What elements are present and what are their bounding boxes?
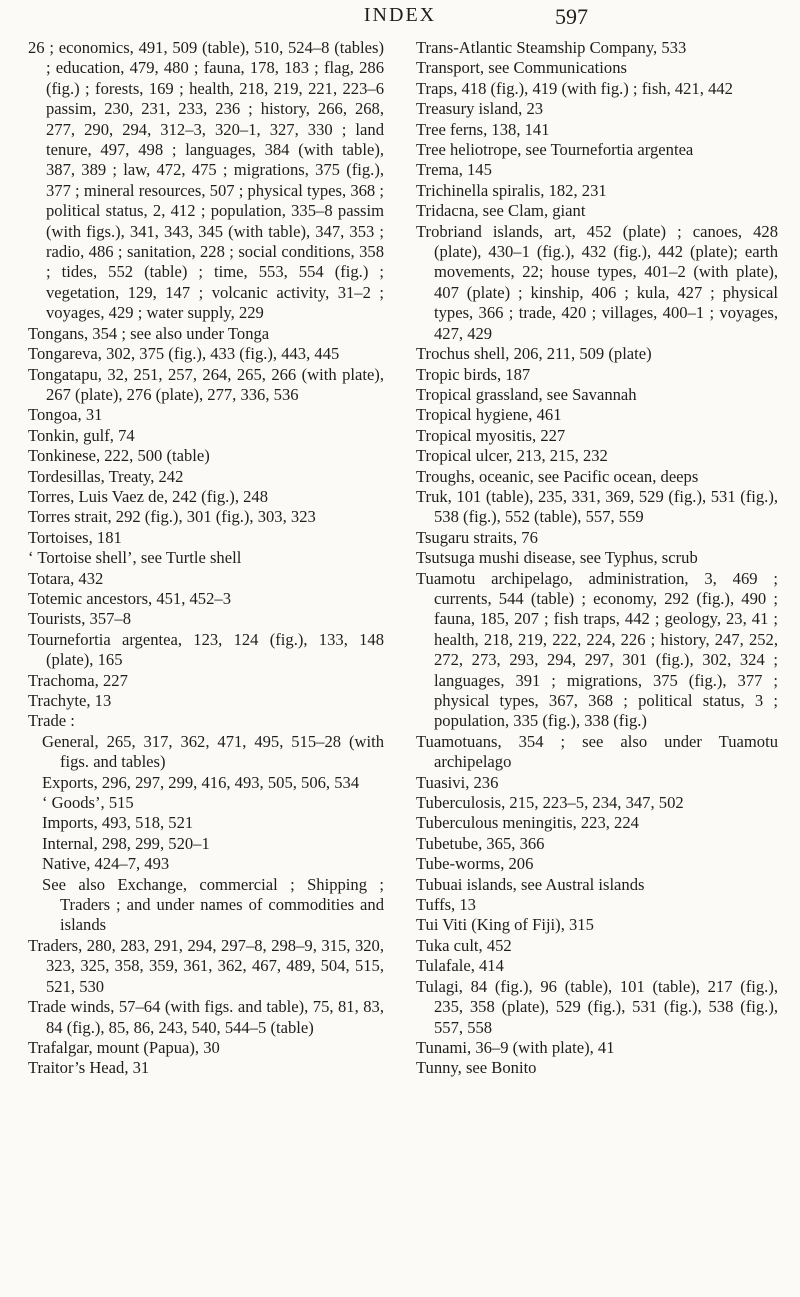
index-entry: Trachoma, 227 — [28, 670, 128, 690]
index-entry: Tuamotu archipelago, administration, 3, 469 ; currents, 544 (table) ; economy, 292 (fig.), 490 ; fauna, 185, 207 ; fish traps, 442 ; geology, 23, 41 ; health, 218, 219, 222, 224, 226 ; history, 247, 252, 272, 273, 293, 294, 297, 301 (fig.), 302, 324 ; languages, 391 ; migrations, 375 (fig.), 377 ; physical types, 367, 368 ; political status, 3 ; population, 335 (fig.), 338 (fig.) — [416, 568, 778, 731]
index-entry: Traitor’s Head, 31 — [28, 1058, 150, 1078]
index-entry: Tuamotuans, 354 ; see also under Tuamotu archipelago — [416, 731, 778, 772]
index-entry: Tongans, 354 ; see also under Tonga — [28, 323, 270, 343]
index-entry: Trema, 145 — [416, 160, 492, 180]
index-entry: Tordesillas, Treaty, 242 — [28, 466, 184, 486]
running-head: INDEX — [363, 4, 437, 26]
index-entry: Tulafale, 414 — [416, 956, 504, 976]
index-entry: Tridacna, see Clam, giant — [416, 201, 586, 221]
index-entry: Tropical hygiene, 461 — [416, 405, 562, 425]
index-subentry: Imports, 493, 518, 521 — [42, 813, 194, 833]
index-entry: Tuka cult, 452 — [416, 935, 512, 955]
index-entry: Tongoa, 31 — [28, 405, 103, 425]
index-entry: Totara, 432 — [28, 568, 104, 588]
index-entry: Tonkinese, 222, 500 (table) — [28, 446, 210, 466]
index-entry: Tongatapu, 32, 251, 257, 264, 265, 266 (with plate), 267 (plate), 276 (plate), 277, 336, 536 — [28, 364, 384, 404]
index-subentry: General, 265, 317, 362, 471, 495, 515–28 (with figs. and tables) — [42, 731, 384, 772]
index-entry: Traps, 418 (fig.), 419 (with fig.) ; fish, 421, 442 — [416, 78, 733, 98]
index-entry: Tortoises, 181 — [28, 527, 122, 547]
index-entry: 26 ; economics, 491, 509 (table), 510, 524–8 (tables) ; education, 479, 480 ; fauna, 178, 183 ; flag, 286 (fig.) ; forests, 169 ; health, 218, 219, 221, 223–6 passim, 230, 231, 233, 236 ; history, 266, 268, 277, 290, 294, 312–3, 320–1, 327, 330 ; land tenure, 497, 498 ; languages, 384 (with table), 387, 389 ; law, 472, 475 ; migrations, 375 (fig.), 377 ; mineral resources, 507 ; physical types, 368 ; political status, 2, 412 ; population, 335–8 passim (with figs.), 341, 343, 345 (with table), 347, 353 ; radio, 486 ; sanitation, 228 ; social conditions, 358 ; tides, 552 (table) ; time, 553, 554 (fig.) ; vegetation, 129, 147 ; volcanic activity, 31–2 ; voyages, 429 ; water supply, 229 — [28, 38, 384, 323]
index-entry: Traders, 280, 283, 291, 294, 297–8, 298–9, 315, 320, 323, 325, 358, 359, 361, 362, 467, 489, 504, 515, 521, 530 — [28, 935, 384, 996]
index-entry: Tuffs, 13 — [416, 895, 476, 915]
index-entry: Tunami, 36–9 (with plate), 41 — [416, 1037, 615, 1057]
index-entry: Tonkin, gulf, 74 — [28, 425, 135, 445]
index-entry: Tsugaru straits, 76 — [416, 527, 538, 547]
index-entry: Tongareva, 302, 375 (fig.), 433 (fig.), 443, 445 — [28, 344, 340, 364]
index-entry: Tunny, see Bonito — [416, 1058, 537, 1078]
index-entry: Troughs, oceanic, see Pacific ocean, deeps — [416, 466, 699, 486]
index-entry: Trachyte, 13 — [28, 691, 112, 710]
index-entry: Tuasivi, 236 — [416, 772, 499, 792]
index-entry: Tsutsuga mushi disease, see Typhus, scrub — [416, 548, 698, 568]
index-column-right — [416, 38, 778, 1079]
index-entry: Truk, 101 (table), 235, 331, 369, 529 (fig.), 531 (fig.), 538 (fig.), 552 (table), 557, 559 — [416, 486, 778, 527]
index-entry: Transport, see Communications — [416, 58, 627, 78]
index-entry: Totemic ancestors, 451, 452–3 — [28, 588, 231, 608]
index-entry: Tropic birds, 187 — [416, 364, 531, 384]
index-entry: Tropical myositis, 227 — [416, 425, 566, 445]
index-subentry: ‘ Goods’, 515 — [42, 793, 134, 813]
index-entry: Tube-worms, 206 — [416, 854, 534, 874]
index-entry: Tuberculous meningitis, 223, 224 — [416, 813, 639, 833]
index-entry: Torres strait, 292 (fig.), 301 (fig.), 303, 323 — [28, 507, 316, 527]
index-entry: Tubuai islands, see Austral islands — [416, 874, 645, 894]
index-column-left — [28, 38, 384, 1079]
index-subentry: Internal, 298, 299, 520–1 — [42, 833, 210, 853]
index-subentry: See also Exchange, commercial ; Shipping ; Traders ; and under names of commodities and islands — [42, 874, 384, 935]
index-entry: Torres, Luis Vaez de, 242 (fig.), 248 — [28, 486, 269, 506]
index-entry: Trade winds, 57–64 (with figs. and table), 75, 81, 83, 84 (fig.), 85, 86, 243, 540, 544–5 (table) — [28, 997, 384, 1037]
index-entry: Tropical ulcer, 213, 215, 232 — [416, 446, 608, 466]
index-entry: Treasury island, 23 — [416, 99, 544, 119]
index-entry: Tubetube, 365, 366 — [416, 833, 545, 853]
page-number: 597 — [555, 4, 588, 29]
index-entry: Trafalgar, mount (Papua), 30 — [28, 1037, 220, 1057]
index-entry: Tournefortia argentea, 123, 124 (fig.), 133, 148 (plate), 165 — [28, 629, 384, 670]
index-entry: Tree ferns, 138, 141 — [416, 119, 550, 139]
index-entry: Tourists, 357–8 — [28, 609, 132, 629]
index-entry: Tulagi, 84 (fig.), 96 (table), 101 (table), 217 (fig.), 235, 358 (plate), 529 (fig.), 531 (fig.), 538 (fig.), 557, 558 — [416, 976, 778, 1037]
index-entry: Trobriand islands, art, 452 (plate) ; canoes, 428 (plate), 430–1 (fig.), 432 (fig.), 442 (plate); earth movements, 22; house types, 401–2 (with plate), 407 (plate) ; kinship, 406 ; kula, 427 ; physical types, 366 ; trade, 420 ; villages, 400–1 ; voyages, 427, 429 — [416, 221, 778, 343]
index-entry: Tropical grassland, see Savannah — [416, 384, 637, 404]
index-entry: Tuberculosis, 215, 223–5, 234, 347, 502 — [416, 793, 684, 813]
index-entry: Trochus shell, 206, 211, 509 (plate) — [416, 344, 652, 364]
page-header — [0, 0, 800, 29]
index-entry: Trade : — [28, 711, 75, 731]
index-entry: Tree heliotrope, see Tournefortia argentea — [416, 140, 694, 160]
index-entry: Trichinella spiralis, 182, 231 — [416, 180, 607, 200]
index-subentry: Exports, 296, 297, 299, 416, 493, 505, 506, 534 — [42, 772, 360, 792]
index-subentry: Native, 424–7, 493 — [42, 854, 170, 874]
index-entry: Tui Viti (King of Fiji), 315 — [416, 915, 594, 935]
index-entry: Trans-Atlantic Steamship Company, 533 — [416, 38, 687, 57]
index-entry: ‘ Tortoise shell’, see Turtle shell — [28, 548, 242, 568]
